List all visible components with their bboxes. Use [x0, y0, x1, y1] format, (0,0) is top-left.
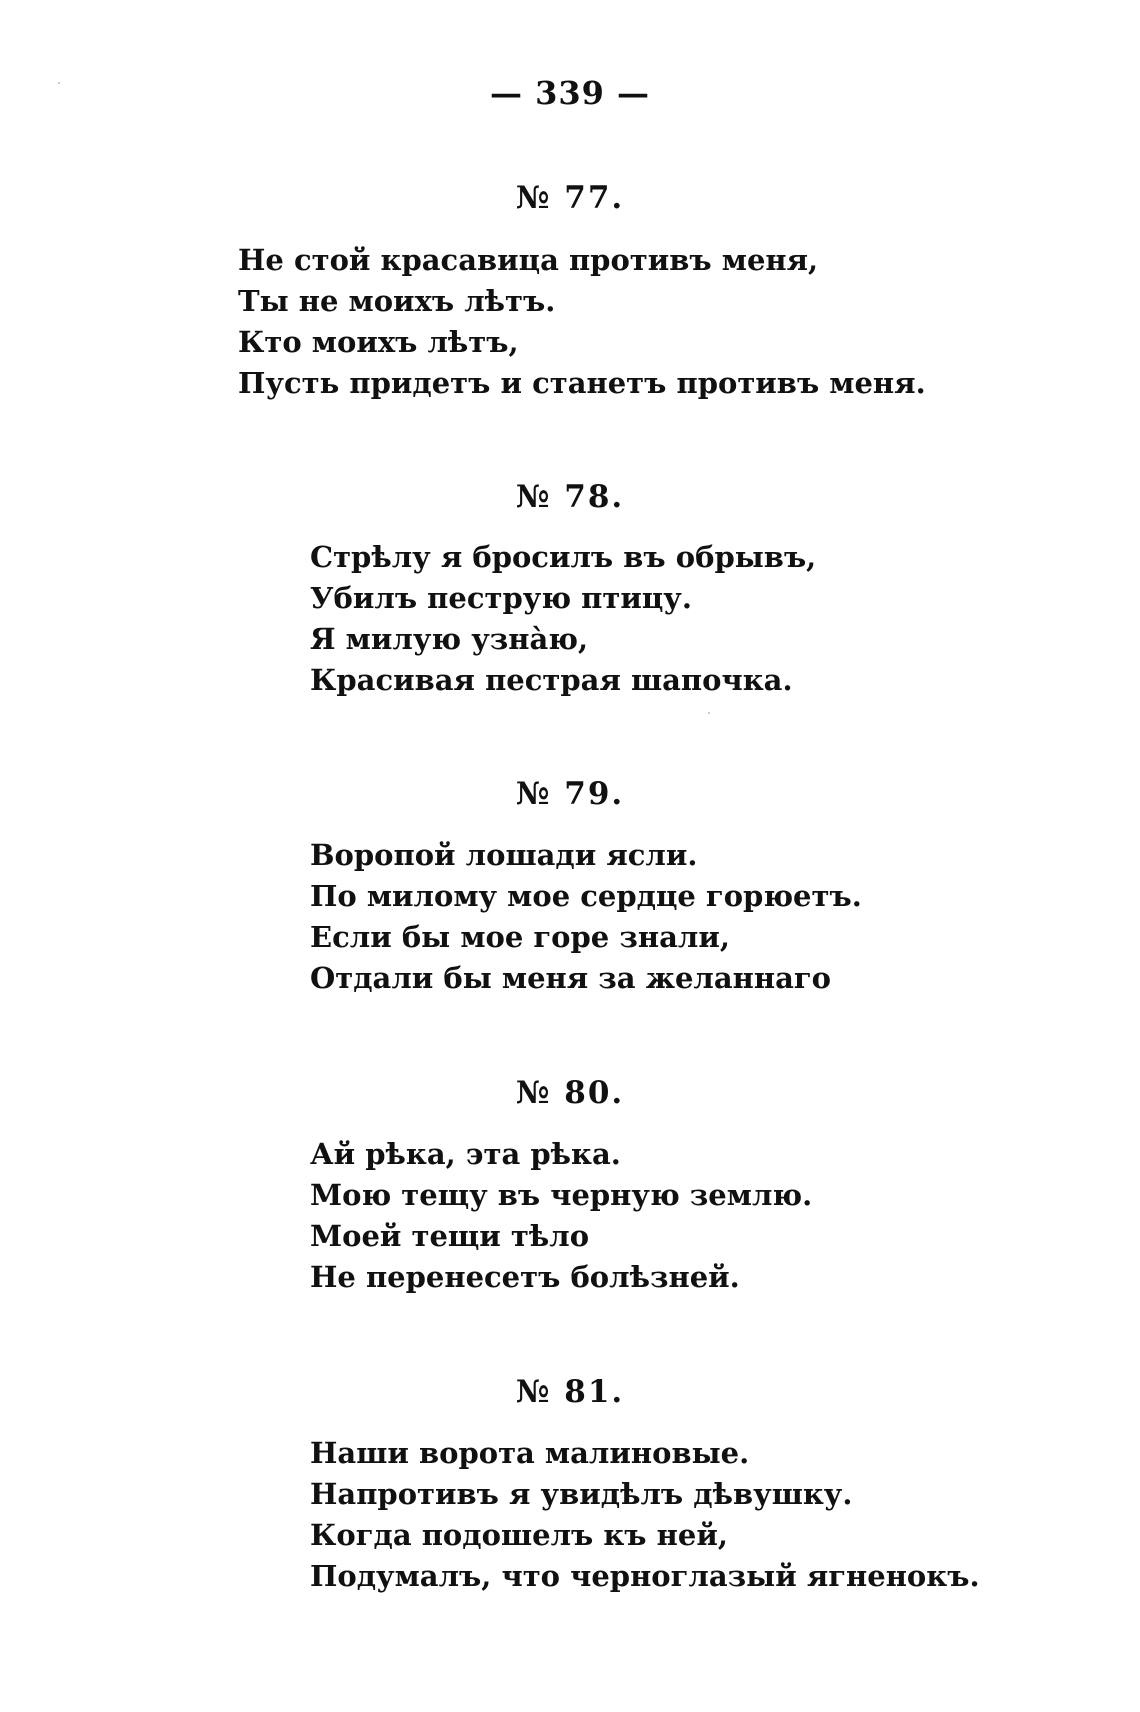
- poem-heading: № 78.: [515, 479, 625, 515]
- verse-line: Не стой красавица противъ меня,: [238, 243, 819, 277]
- paper-speck: [58, 82, 60, 84]
- verse-line: Кто моихъ лѣтъ,: [238, 325, 519, 359]
- verse-line: Убилъ пеструю птицу.: [310, 581, 692, 615]
- poem-verse: [310, 1433, 980, 1597]
- verse-line: По милому мое сердце горюетъ.: [310, 879, 862, 913]
- verse-line: Подумалъ, что черноглазый ягненокъ.: [310, 1559, 980, 1593]
- poem-heading: № 79.: [515, 776, 625, 812]
- poem-heading: № 77.: [515, 180, 625, 216]
- poem-verse: [238, 240, 926, 404]
- verse-line: Отдали бы меня за желаннаго: [310, 961, 832, 995]
- poem-heading: № 80.: [515, 1075, 625, 1111]
- verse-line: Моей тещи тѣло: [310, 1219, 590, 1253]
- verse-line: Пусть придетъ и станетъ противъ меня.: [238, 366, 926, 400]
- verse-line: Наши ворота малиновые.: [310, 1436, 750, 1470]
- verse-line: Когда подошелъ къ ней,: [310, 1518, 728, 1552]
- verse-line: Я милую узнàю,: [310, 622, 589, 656]
- verse-line: Ты не моихъ лѣтъ.: [238, 284, 556, 318]
- poem-heading: № 81.: [515, 1374, 625, 1410]
- page-number: — 339 —: [489, 74, 651, 112]
- verse-line: Мою тещу въ черную землю.: [310, 1178, 813, 1212]
- verse-line: Ай рѣка, эта рѣка.: [310, 1137, 621, 1171]
- verse-line: Красивая пестрая шапочка.: [310, 663, 793, 697]
- poem-verse: [310, 1134, 812, 1298]
- paper-speck: [708, 712, 710, 714]
- verse-line: Не перенесетъ болѣзней.: [310, 1260, 740, 1294]
- verse-line: Стрѣлу я бросилъ въ обрывъ,: [310, 540, 817, 574]
- poem-verse: [310, 537, 816, 701]
- verse-line: Если бы мое горе знали,: [310, 920, 730, 954]
- poem-verse: [310, 835, 862, 999]
- verse-line: Напротивъ я увидѣлъ дѣвушку.: [310, 1477, 853, 1511]
- verse-line: Воропой лошади ясли.: [310, 838, 698, 872]
